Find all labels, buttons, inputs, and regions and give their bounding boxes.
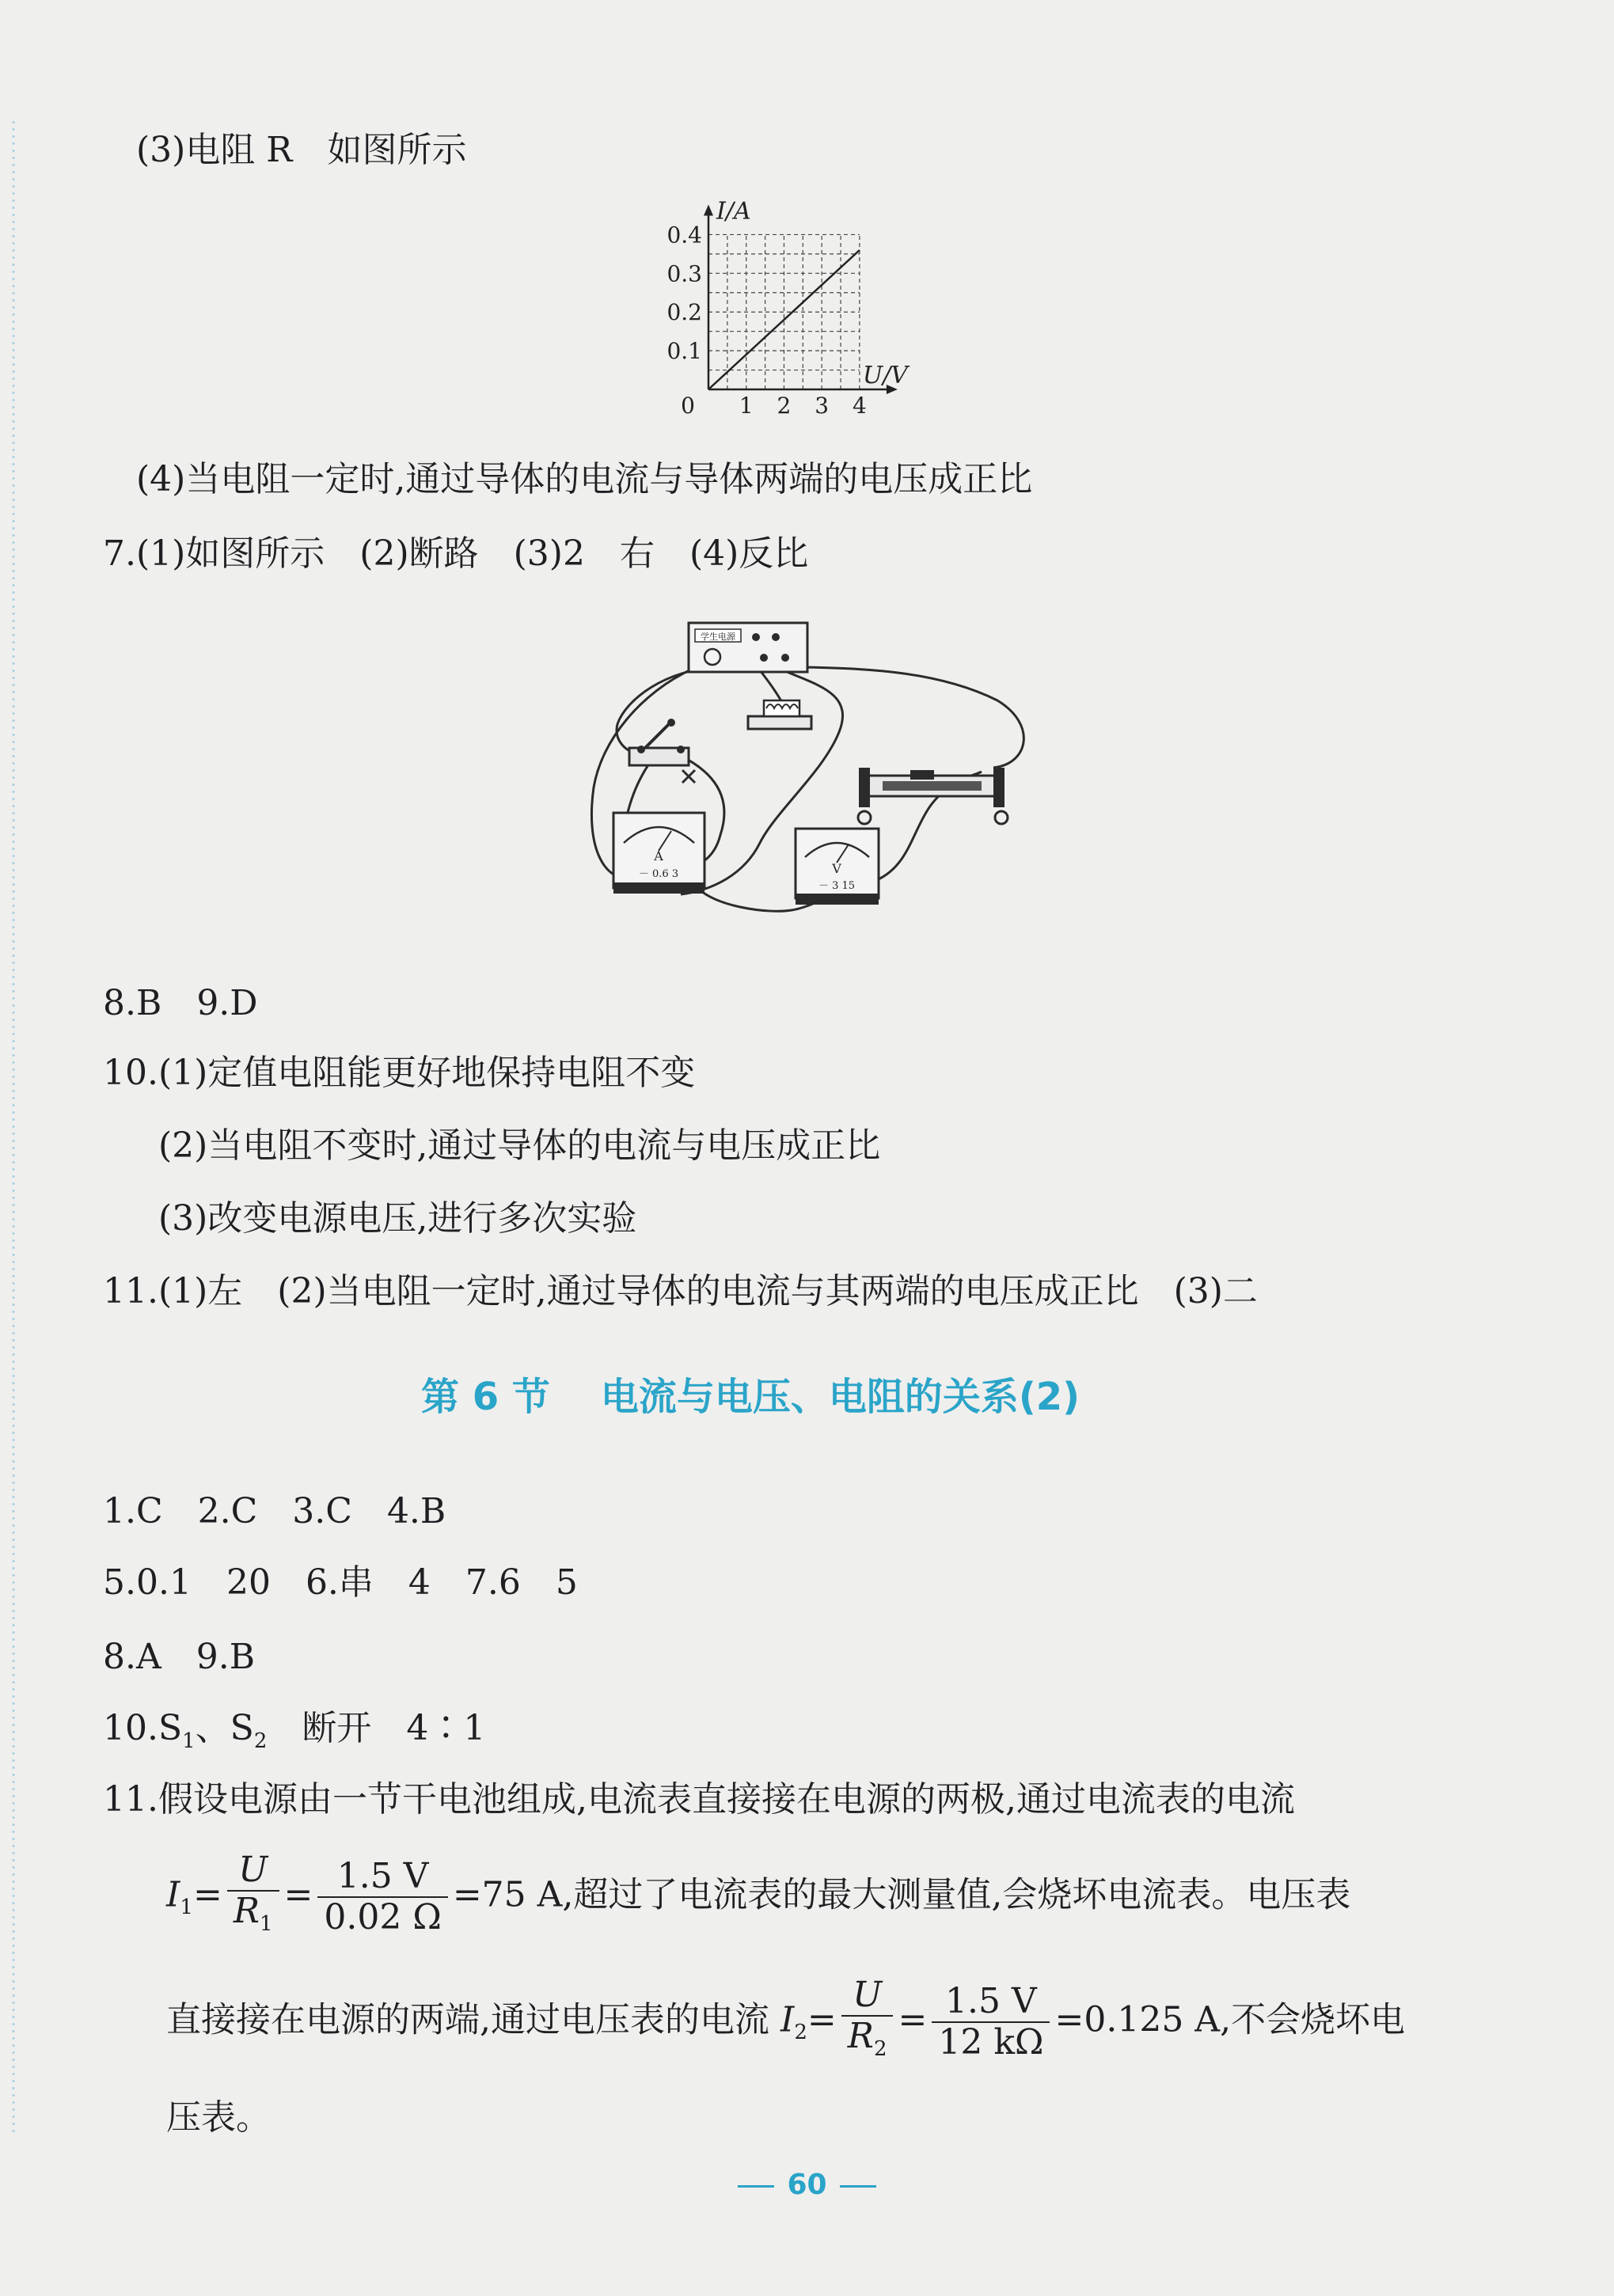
ammeter	[613, 813, 704, 894]
f1-conclusion: =75 A,超过了电流表的最大测量值,会烧坏电流表。电压表	[452, 1874, 1351, 1915]
l13-part-a: 10.S	[103, 1708, 183, 1748]
answer-line-3-resistance: (3)电阻 R 如图所示	[136, 130, 467, 170]
ammeter-letter: A	[654, 848, 663, 863]
x-tick-label: 2	[777, 393, 792, 419]
page-footer	[0, 2169, 1614, 2201]
section-title	[421, 1373, 1080, 1421]
f2-lhs-sub: 2	[794, 2021, 807, 2045]
answer-line-10b: $10.S_1$、$S_2$ 断开 4∶1	[103, 1708, 486, 1753]
footer-dash-left	[738, 2185, 774, 2188]
answer-line-4: (4)当电阻一定时,通过导体的电流与导体两端的电压成正比	[136, 459, 1033, 499]
formula-current-ammeter: $I_1=$ $\frac{U}{R_1}$ = $\frac{1.5 V}{0.02 \Omega}$ =75 A,超过了电流表的最大测量值,会烧坏电流表。电压表	[166, 1850, 1350, 1947]
cross-mark	[682, 770, 695, 783]
voltmeter	[796, 829, 879, 905]
formula-current-voltmeter: 直接接在电源的两端,通过电压表的电流 $I_2=$ $\frac{U}{R_2}$ = $\frac{1.5 V}{12 k\Omega}$ =0.125 A,不会烧坏电	[166, 1975, 1405, 2072]
answer-line-11: 11.(1)左 (2)当电阻一定时,通过导体的电流与其两端的电压成正比 (3)二	[103, 1271, 1258, 1311]
section-name: 电流与电压、电阻的关系(2)	[600, 1375, 1080, 1419]
answer-line-10-1: 10.(1)定值电阻能更好地保持电阻不变	[103, 1053, 696, 1093]
y-tick-label: 0.2	[666, 299, 702, 326]
y-axis-label: I/A	[716, 199, 751, 226]
margin-decoration	[11, 119, 16, 2137]
l13-part-c: 断开 4∶1	[267, 1708, 486, 1748]
x-tick-label: 4	[852, 393, 867, 419]
x-axis-label: U/V	[862, 362, 908, 389]
f2-lhs: I	[780, 1999, 795, 2040]
footer-dash-right	[840, 2185, 876, 2188]
power-supply-label: 学生电源	[701, 632, 735, 642]
answer-line-11-end: 压表。	[166, 2097, 271, 2138]
f1-frac-numeric: $\frac{1.5 V}{0.02 \Omega}$	[317, 1857, 447, 1937]
ammeter-terminals: － 0.6 3	[638, 868, 679, 880]
y-tick-label: 0.4	[666, 222, 702, 249]
origin-label: 0	[681, 393, 695, 419]
voltmeter-terminals: － 3 15	[818, 880, 856, 892]
resistor	[748, 700, 811, 729]
circuit-diagram	[570, 605, 1029, 938]
switch	[629, 719, 689, 765]
y-tick-label: 0.1	[666, 338, 702, 365]
y-tick-label: 0.3	[666, 260, 702, 287]
f1-frac-symbolic: $\frac{U}{R_1}$	[227, 1850, 279, 1944]
series-line	[708, 250, 860, 389]
answer-line-8-9b: 8.A 9.B	[103, 1637, 256, 1677]
answer-line-7: 7.(1)如图所示 (2)断路 (3)2 右 (4)反比	[103, 533, 809, 574]
f1-lhs-sub: 1	[180, 1896, 193, 1920]
f2-intro: 直接接在电源的两端,通过电压表的电流	[166, 1999, 780, 2040]
answer-line-8-9: 8.B 9.D	[103, 983, 258, 1023]
f2-frac-numeric: $\frac{1.5 V}{12 k\Omega}$	[932, 1982, 1050, 2063]
page-number: 60	[787, 2169, 827, 2201]
voltmeter-letter: V	[832, 861, 841, 876]
answer-line-1-4: 1.C 2.C 3.C 4.B	[103, 1491, 446, 1531]
f2-conclusion: =0.125 A,不会烧坏电	[1054, 1999, 1406, 2040]
f2-frac-symbolic: $\frac{U}{R_2}$	[841, 1975, 894, 2069]
y-axis-arrow	[704, 204, 713, 215]
iu-graph	[649, 199, 934, 429]
answer-line-11b: 11.假设电源由一节干电池组成,电流表直接接在电源的两极,通过电流表的电流	[103, 1779, 1295, 1820]
x-tick-label: 1	[739, 393, 754, 419]
answer-line-10-3: (3)改变电源电压,进行多次实验	[158, 1198, 637, 1239]
l13-part-b: 、S	[195, 1708, 254, 1748]
answer-line-10-2: (2)当电阻不变时,通过导体的电流与电压成正比	[158, 1125, 881, 1166]
answer-line-5-7: 5.0.1 20 6.串 4 7.6 5	[103, 1562, 578, 1603]
section-number: 第 6 节	[421, 1375, 550, 1419]
rheostat	[858, 768, 1008, 824]
f1-lhs: I	[166, 1874, 180, 1915]
wire	[807, 667, 1023, 768]
power-supply	[689, 623, 807, 672]
x-tick-label: 3	[815, 393, 830, 419]
wire	[617, 667, 720, 754]
